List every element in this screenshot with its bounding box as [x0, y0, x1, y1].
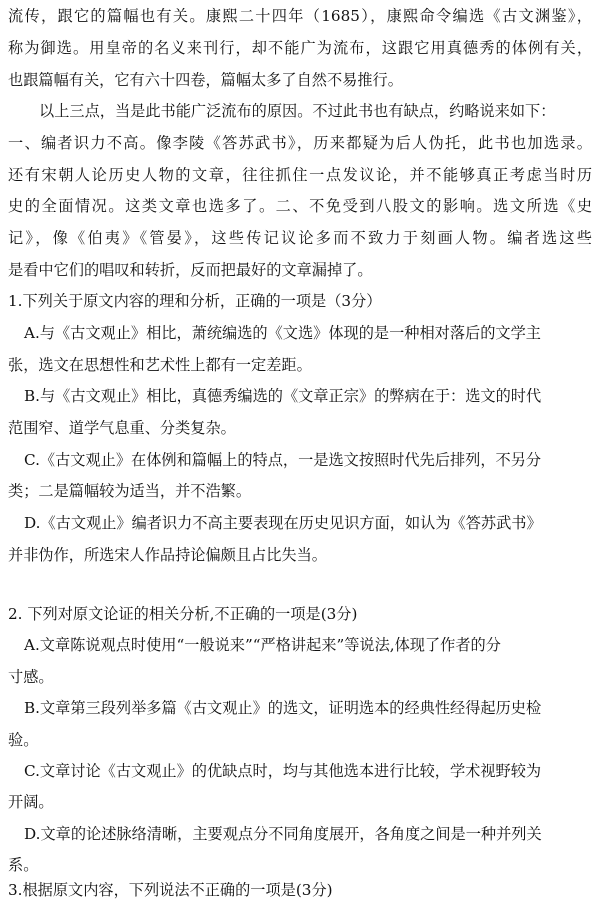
passage-line: 记》，像《伯夷》《管晏》，这些传记议论多而不致力于刻画人物。编者选这些 — [8, 229, 592, 247]
passage-line: 流传，跟它的篇幅也有关。康熙二十四年（1685），康熙命令编选《古文渊鉴》， — [8, 7, 592, 25]
option-b-line2: 验。 — [8, 731, 39, 749]
question-stem: 2. 下列对原文论证的相关分析,不正确的一项是(3分) — [8, 605, 358, 623]
passage-line: 称为御选。用皇帝的名义来刊行，却不能广为流布，这跟它用真德秀的体例有关， — [8, 39, 592, 57]
question-stem: 3.根据原文内容，下列说法不正确的一项是(3分) — [8, 881, 333, 899]
option-b-line1: B.文章第三段列举多篇《古文观止》的选文，证明选本的经典性经得起历史检 — [24, 699, 542, 717]
passage-line: 史的全面情况。这类文章也选多了。二、不免受到八股文的影响。选文所选《史 — [8, 197, 592, 215]
passage-line: 一、编者识力不高。像李陵《答苏武书》，历来都疑为后人伪托，此书也加选录。 — [8, 134, 592, 152]
option-a-line1: A.文章陈说观点时使用“一般说来”“严格讲起来”等说法,体现了作者的分 — [24, 636, 501, 654]
option-d-line2: 系。 — [8, 856, 39, 874]
option-d-line1: D.《古文观止》编者识力不高主要表现在历史见识方面，如认为《答苏武书》 — [24, 514, 542, 532]
passage-line: 以上三点，当是此书能广泛流布的原因。不过此书也有缺点，约略说来如下： — [39, 102, 556, 120]
passage-line: 还有宋朝人论历史人物的文章，往往抓住一点发议论，并不能够真正考虑当时历 — [8, 166, 592, 184]
question-stem: 1.下列关于原文内容的理和分析，正确的一项是（3分） — [8, 292, 382, 310]
option-a-line1: A.与《古文观止》相比，萧统编选的《文选》体现的是一种相对落后的文学主 — [24, 324, 541, 342]
option-c-line1: C.《古文观止》在体例和篇幅上的特点，一是选文按照时代先后排列，不另分 — [24, 451, 542, 469]
option-a-line2: 张，选文在思想性和艺术性上都有一定差距。 — [8, 356, 312, 374]
option-b-line2: 范围窄、道学气息重、分类复杂。 — [8, 419, 236, 437]
option-d-line2: 并非伪作，所选宋人作品持论偏颇且占比失当。 — [8, 546, 327, 564]
option-a-line2: 寸感。 — [8, 668, 54, 686]
passage-line: 是看中它们的唱叹和转折，反而把最好的文章漏掉了。 — [8, 261, 373, 279]
option-c-line2: 开阔。 — [8, 793, 54, 811]
passage-line: 也跟篇幅有关，它有六十四卷，篇幅太多了自然不易推行。 — [8, 71, 403, 89]
option-d-line1: D.文章的论述脉络清晰，主要观点分不同角度展开，各角度之间是一种并列关 — [24, 825, 542, 843]
option-c-line1: C.文章讨论《古文观止》的优缺点时，均与其他选本进行比较，学术视野较为 — [24, 762, 542, 780]
option-b-line1: B.与《古文观止》相比，真德秀编选的《文章正宗》的弊病在于：选文的时代 — [24, 387, 542, 405]
option-c-line2: 类；二是篇幅较为适当，并不浩繁。 — [8, 482, 251, 500]
